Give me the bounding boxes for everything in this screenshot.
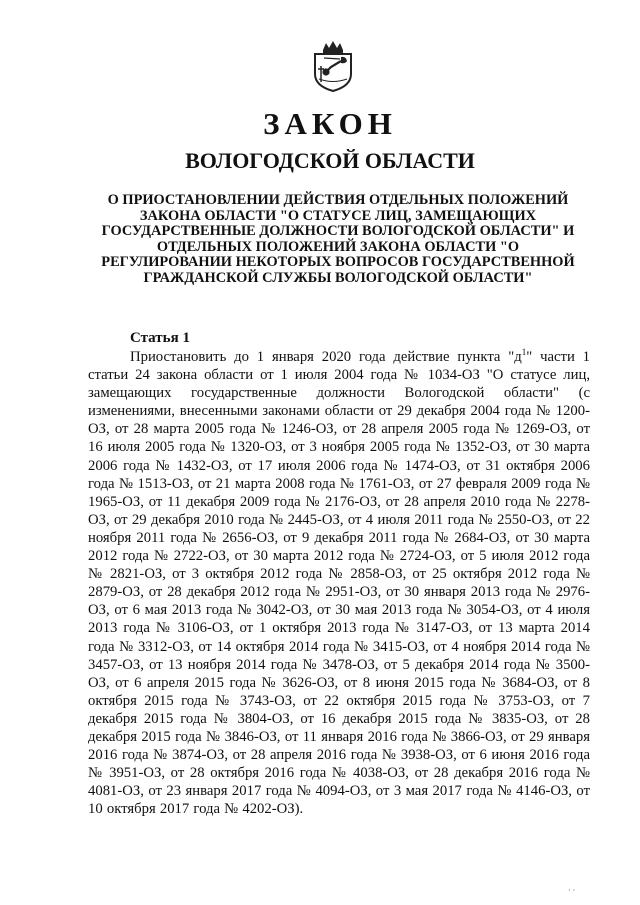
article-body bbox=[88, 348, 590, 818]
region-title: ВОЛОГОДСКОЙ ОБЛАСТИ bbox=[185, 148, 475, 173]
article-text-rest: " части 1 статьи 24 закона области от 1 июля 2004 года № 1034-ОЗ "О статусе лиц, замещающих государственные должности Вологодской области" (с изменениями, внесенными законами области от 29 декабря 2004 года № 1200-ОЗ, от 28 марта 2005 года № 1246-ОЗ, от 28 апреля 2005 года № 1269-ОЗ, от 16 июля 2005 года № 1320-ОЗ, от 3 ноября 2005 года № 1352-ОЗ, от 30 марта 2006 года № 1432-ОЗ, от 17 июля 2006 года № 1474-ОЗ, от 31 октября 2006 года № 1513-ОЗ, от 21 марта 2008 года № 1761-ОЗ, от 27 февраля 2009 года № 1965-ОЗ, от 11 декабря 2009 года № 2176-ОЗ, от 28 апреля 2010 года № 2278-ОЗ, от 29 декабря 2010 года № 2445-ОЗ, от 4 июля 2011 года № 2550-ОЗ, от 22 ноября 2011 года № 2656-ОЗ, от 9 декабря 2011 года № 2684-ОЗ, от 30 марта 2012 года № 2722-ОЗ, от 30 марта 2012 года № 2724-ОЗ, от 5 июля 2012 года № 2821-ОЗ, от 3 октября 2012 года № 2858-ОЗ, от 25 октября 2012 года № 2879-ОЗ, от 28 декабря 2012 года № 2951-ОЗ, от 30 января 2013 года № 2976-ОЗ, от 6 мая 2013 года № 3042-ОЗ, от 30 мая 2013 года № 3054-ОЗ, от 4 июля 2013 года № 3106-ОЗ, от 1 октября 2013 года № 3147-ОЗ, от 13 марта 2014 года № 3312-ОЗ, от 14 октября 2014 года № 3415-ОЗ, от 4 ноября 2014 года № 3457-ОЗ, от 13 ноября 2014 года № 3478-ОЗ, от 5 декабря 2014 года № 3500-ОЗ, от 6 апреля 2015 года № 3626-ОЗ, от 8 июня 2015 года № 3684-ОЗ, от 8 октября 2015 года № 3743-ОЗ, от 22 октября 2015 года № 3753-ОЗ, от 7 декабря 2015 года № 3804-ОЗ, от 16 декабря 2015 года № 3835-ОЗ, от 28 декабря 2015 года № 3846-ОЗ, от 11 января 2016 года № 3866-ОЗ, от 29 января 2016 года № 3874-ОЗ, от 28 апреля 2016 года № 3938-ОЗ, от 6 июня 2016 года № 3951-ОЗ, от 28 октября 2016 года № 4038-ОЗ, от 28 декабря 2016 года № 4081-ОЗ, от 23 января 2017 года № 4094-ОЗ, от 3 мая 2017 года № 4146-ОЗ, от 10 октября 2017 года № 4202-ОЗ). bbox=[88, 349, 590, 818]
page-mark: · · bbox=[568, 886, 576, 895]
article-text-start: Приостановить до 1 января 2020 года действие пункта "д bbox=[130, 349, 522, 365]
law-subject-title: О ПРИОСТАНОВЛЕНИИ ДЕЙСТВИЯ ОТДЕЛЬНЫХ ПОЛОЖЕНИЙ ЗАКОНА ОБЛАСТИ "О СТАТУСЕ ЛИЦ, ЗАМЕЩАЮЩИХ ГОСУДАРСТВЕННЫЕ ДОЛЖНОСТИ ВОЛОГОДСКОЙ ОБЛАСТИ" И ОТДЕЛЬНЫХ ПОЛОЖЕНИЙ ЗАКОНА ОБЛАСТИ "О РЕГУЛИРОВАНИИ НЕКОТОРЫХ ВОПРОСОВ ГОСУДАРСТВЕННОЙ ГРАЖДАНСКОЙ СЛУЖБЫ ВОЛОГОДСКОЙ ОБЛАСТИ" bbox=[101, 192, 575, 286]
superscript-index: 1 bbox=[521, 347, 527, 358]
article-heading: Статья 1 bbox=[130, 330, 190, 346]
law-title: ЗАКОН bbox=[263, 106, 397, 141]
vologda-coat-of-arms-icon bbox=[311, 40, 355, 92]
article-1 bbox=[88, 330, 590, 818]
